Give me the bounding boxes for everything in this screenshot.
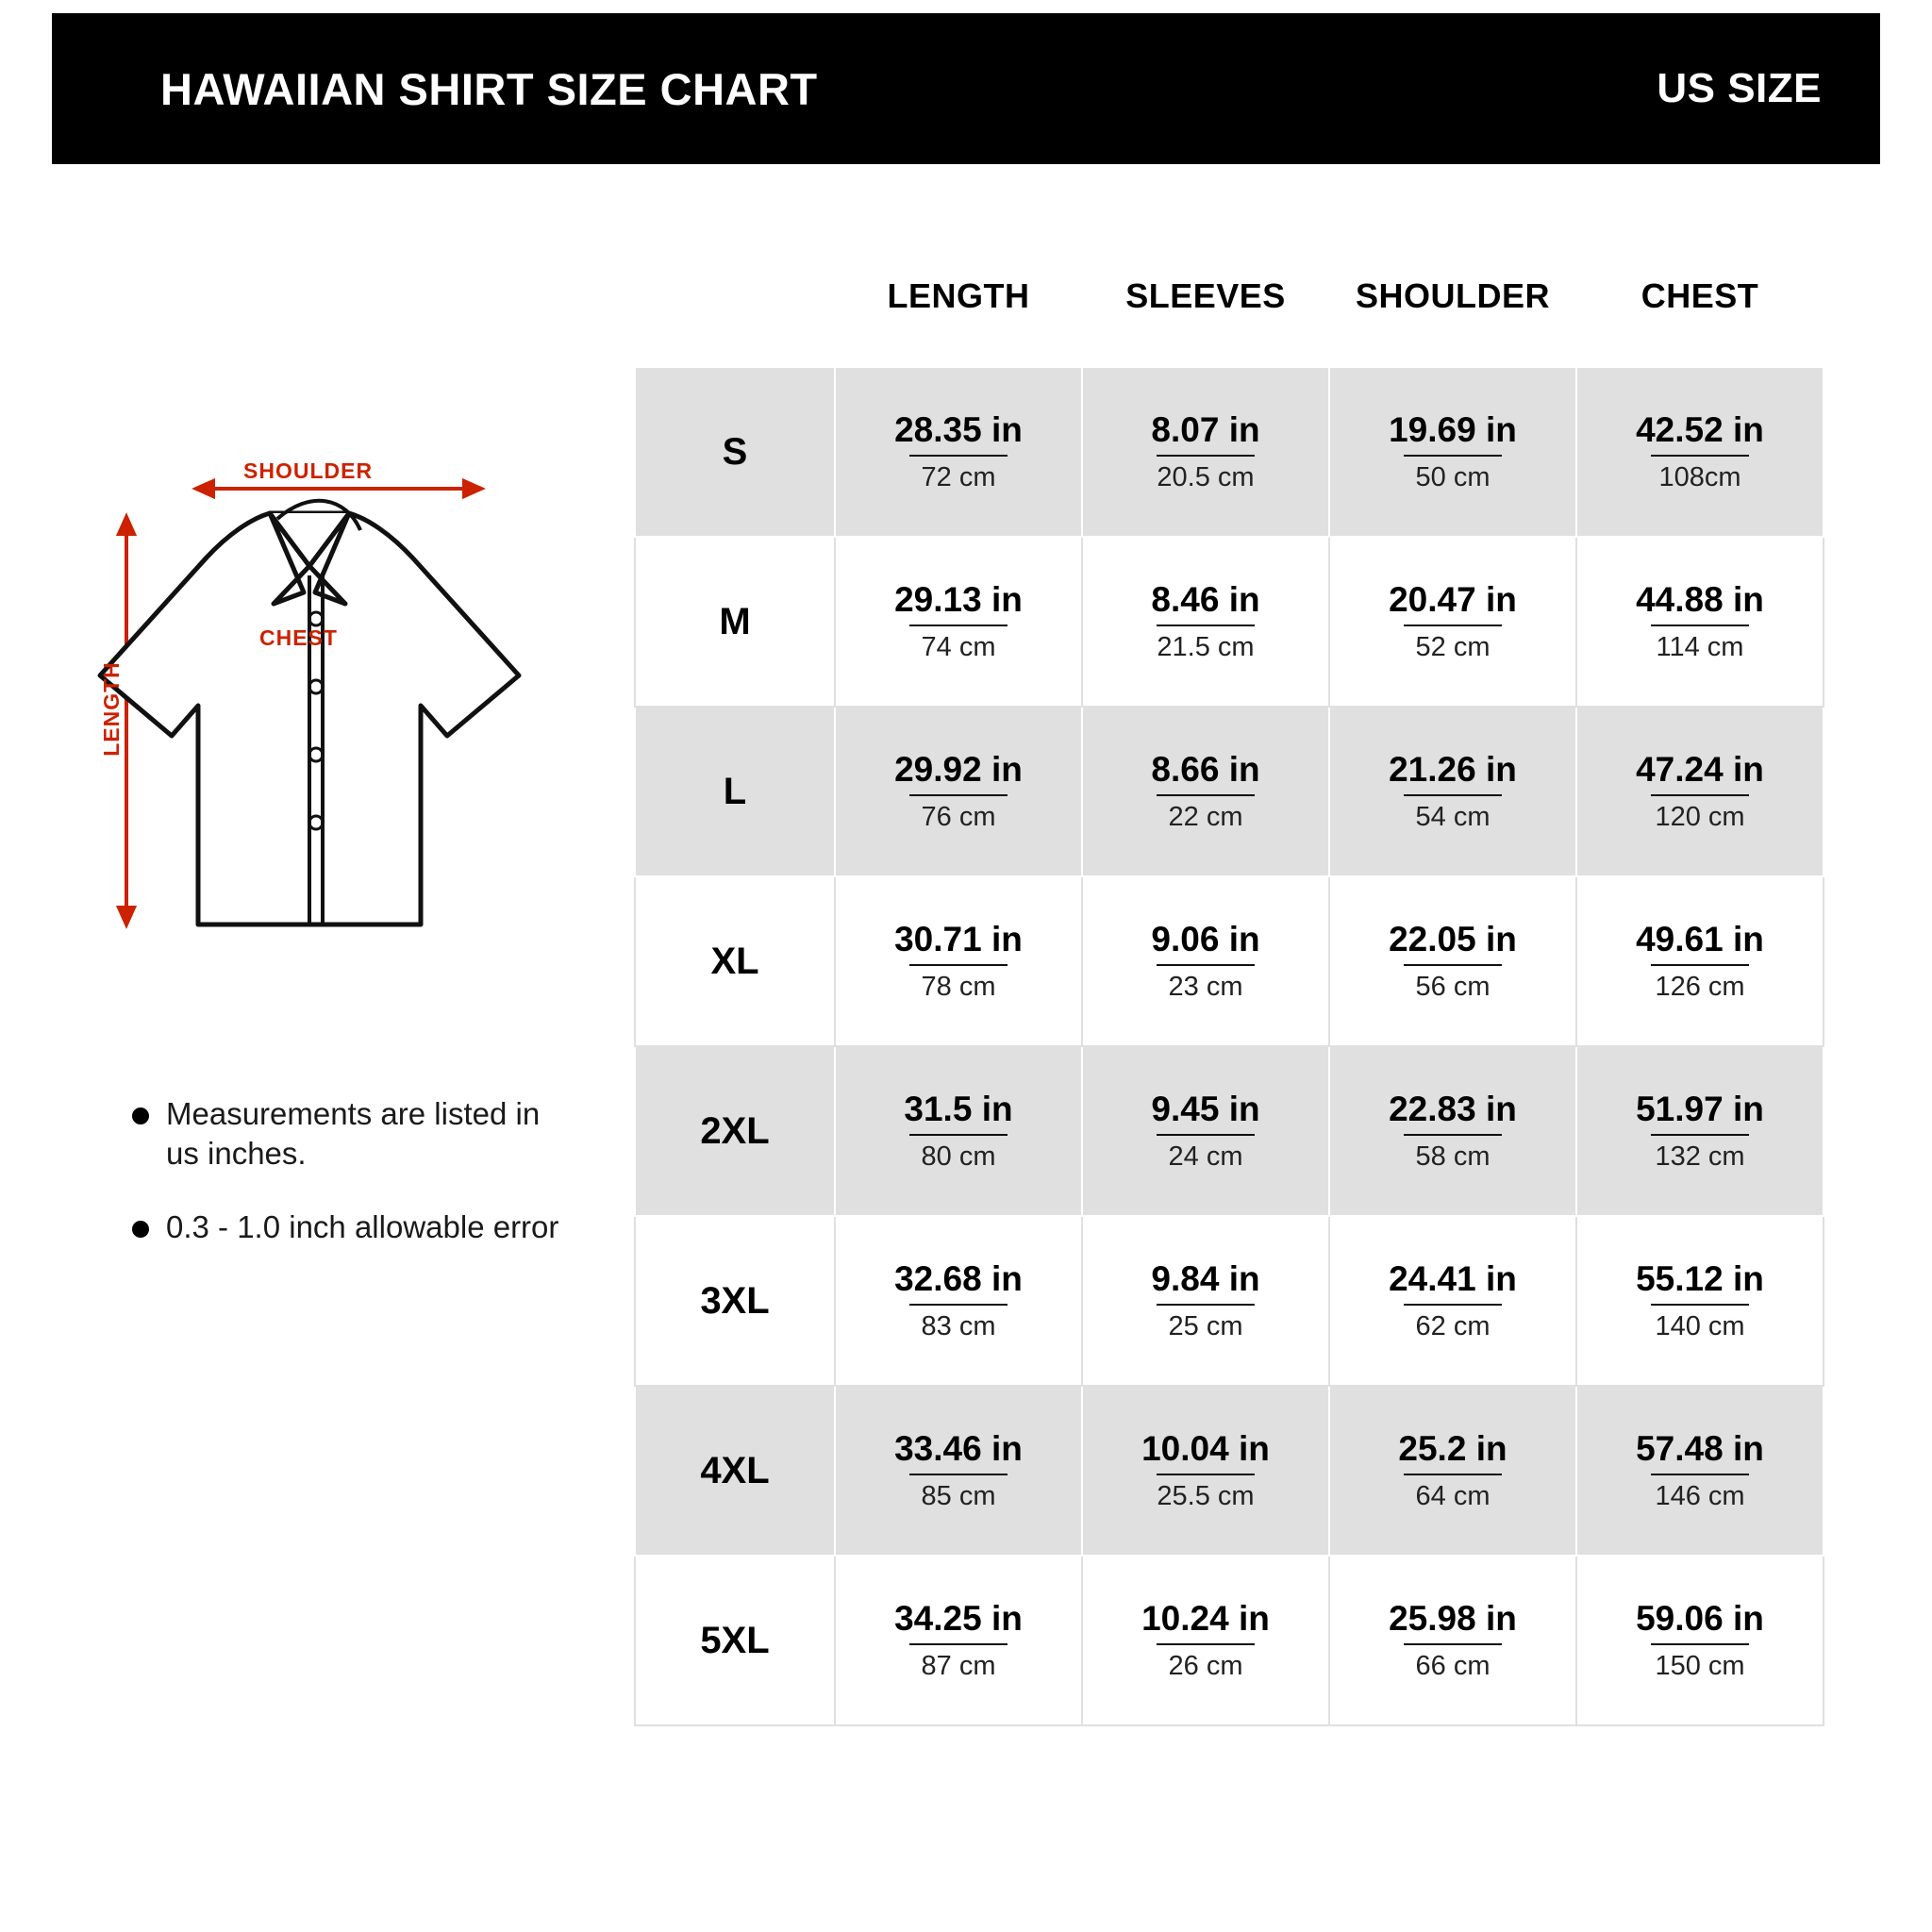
unit-label: US SIZE	[1657, 65, 1822, 111]
table-row	[635, 707, 1824, 876]
cell-chest: 51.97 in 132 cm	[1576, 1046, 1824, 1216]
length-label: LENGTH	[98, 661, 124, 757]
row-size-label: 4XL	[635, 1386, 835, 1556]
cell-length: 30.71 in 78 cm	[835, 876, 1082, 1046]
column-header-chest: CHEST	[1576, 225, 1824, 367]
cell-chest: 47.24 in 120 cm	[1576, 707, 1824, 876]
cell-chest: 49.61 in 126 cm	[1576, 876, 1824, 1046]
cell-sleeves: 9.45 in 24 cm	[1082, 1046, 1329, 1216]
cell-length: 29.92 in 76 cm	[835, 707, 1082, 876]
table-row	[635, 1046, 1824, 1216]
cell-chest: 42.52 in 108cm	[1576, 367, 1824, 537]
cell-length: 34.25 in 87 cm	[835, 1556, 1082, 1725]
table-row	[635, 367, 1824, 537]
list-item	[132, 1094, 575, 1174]
note-text: 0.3 - 1.0 inch allowable error	[166, 1209, 559, 1245]
column-header-length: LENGTH	[835, 225, 1082, 367]
table-row	[635, 1386, 1824, 1556]
cell-sleeves: 8.07 in 20.5 cm	[1082, 367, 1329, 537]
column-header-sleeves: SLEEVES	[1082, 225, 1329, 367]
cell-chest: 59.06 in 150 cm	[1576, 1556, 1824, 1725]
bullet-icon	[132, 1221, 149, 1238]
cell-sleeves: 8.66 in 22 cm	[1082, 707, 1329, 876]
cell-length: 33.46 in 85 cm	[835, 1386, 1082, 1556]
cell-sleeves: 10.04 in 25.5 cm	[1082, 1386, 1329, 1556]
table-body	[635, 367, 1824, 1725]
row-size-label: L	[635, 707, 835, 876]
cell-chest: 44.88 in 114 cm	[1576, 537, 1824, 707]
bullet-icon	[132, 1108, 149, 1124]
shoulder-label: SHOULDER	[243, 458, 374, 483]
table-header	[635, 225, 1824, 367]
page-title: HAWAIIAN SHIRT SIZE CHART	[160, 63, 818, 114]
row-size-label: XL	[635, 876, 835, 1046]
table-row	[635, 1556, 1824, 1725]
shirt-diagram	[85, 453, 632, 1038]
cell-shoulder: 25.2 in 64 cm	[1329, 1386, 1576, 1556]
table-row	[635, 537, 1824, 707]
cell-sleeves: 8.46 in 21.5 cm	[1082, 537, 1329, 707]
table-row	[635, 1216, 1824, 1386]
column-header-shoulder: SHOULDER	[1329, 225, 1576, 367]
size-table	[634, 225, 1824, 1726]
row-size-label: 3XL	[635, 1216, 835, 1386]
row-size-label: 5XL	[635, 1556, 835, 1725]
cell-shoulder: 25.98 in 66 cm	[1329, 1556, 1576, 1725]
cell-shoulder: 21.26 in 54 cm	[1329, 707, 1576, 876]
header-bar	[52, 13, 1880, 164]
cell-shoulder: 22.83 in 58 cm	[1329, 1046, 1576, 1216]
cell-shoulder: 20.47 in 52 cm	[1329, 537, 1576, 707]
table-corner	[635, 225, 835, 367]
cell-shoulder: 22.05 in 56 cm	[1329, 876, 1576, 1046]
cell-chest: 55.12 in 140 cm	[1576, 1216, 1824, 1386]
cell-length: 28.35 in 72 cm	[835, 367, 1082, 537]
cell-length: 29.13 in 74 cm	[835, 537, 1082, 707]
row-size-label: S	[635, 367, 835, 537]
row-size-label: 2XL	[635, 1046, 835, 1216]
table-row	[635, 876, 1824, 1046]
cell-chest: 57.48 in 146 cm	[1576, 1386, 1824, 1556]
cell-sleeves: 10.24 in 26 cm	[1082, 1556, 1329, 1725]
list-item	[132, 1208, 575, 1247]
cell-sleeves: 9.84 in 25 cm	[1082, 1216, 1329, 1386]
cell-shoulder: 24.41 in 62 cm	[1329, 1216, 1576, 1386]
notes-list	[132, 1094, 575, 1282]
cell-length: 31.5 in 80 cm	[835, 1046, 1082, 1216]
cell-sleeves: 9.06 in 23 cm	[1082, 876, 1329, 1046]
note-text: Measurements are listed in us inches.	[166, 1096, 541, 1172]
cell-shoulder: 19.69 in 50 cm	[1329, 367, 1576, 537]
size-table-wrap	[634, 225, 1824, 1726]
cell-length: 32.68 in 83 cm	[835, 1216, 1082, 1386]
row-size-label: M	[635, 537, 835, 707]
chest-label: CHEST	[259, 625, 338, 650]
